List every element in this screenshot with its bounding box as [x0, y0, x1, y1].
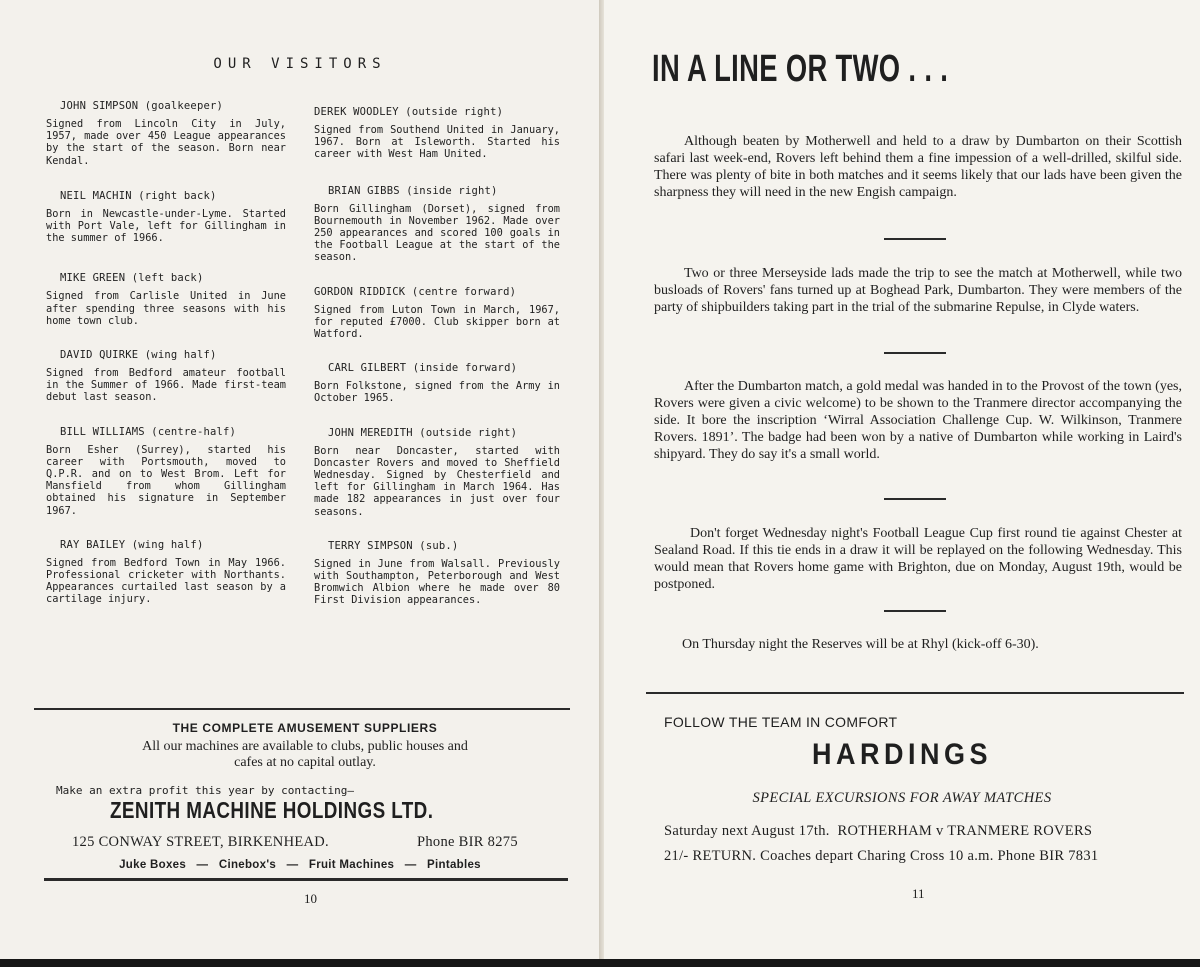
player-bio: Signed from Carlisle United in June after spending three seasons with his home town club.: [46, 290, 286, 327]
player-bio: Signed in June from Walsall. Previously with Southampton, Peterborough and West Bromwich Albion where he made over 80 First Division appearances.: [314, 557, 560, 607]
player-entry: [46, 349, 286, 404]
hardings-top-rule: [646, 692, 1184, 694]
section-divider: [884, 498, 946, 500]
section-divider: [884, 610, 946, 612]
news-paragraph-text: After the Dumbarton match, a gold medal was handed in to the Provost of the town (yes, Rovers were given a civic welcome) to be shown to the Tranmere director accompanying the side. It bore the inscription ‘Wirral Association Challenge Cup. W. Wilkinson, Tranmere Rovers. 1891’. The badge had been won by a native of Dumbarton while working in Laird's shipyard. They do say it's a small world.: [654, 379, 1182, 462]
page-number-right: 11: [912, 886, 925, 901]
player-bio: Born Esher (Surrey), started his career with Portsmouth, moved to Q.P.R. and on to West Brom. Left for Mansfield from whom Gillingham obtained his signature in September 1967.: [46, 443, 286, 517]
player-bio: Signed from Bedford amateur football in the Summer of 1966. Made first-team debut last season.: [46, 367, 286, 404]
player-entry: [46, 190, 286, 245]
in-a-line-heading: IN A LINE OR TWO . . .: [652, 48, 949, 90]
product-item: Cinebox's: [218, 859, 277, 871]
player-name: MIKE GREEN (left back): [60, 272, 204, 285]
player-name: DEREK WOODLEY (outside right): [314, 106, 504, 118]
player-name: TERRY SIMPSON (sub.): [328, 539, 459, 552]
player-bio: Born Gillingham (Dorset), signed from Bournemouth in November 1962. Made over 250 appearances and scored 100 goals in the Football League at the start of the season.: [314, 202, 560, 264]
ad-bottom-rule: [44, 878, 568, 881]
player-entry: [314, 427, 560, 518]
player-bio: Born near Doncaster, started with Doncaster Rovers and moved to Sheffield Wednesday. Signed by Chesterfield and left for Gillingham in March 1964. Has made 182 appearances in just over four seasons.: [314, 444, 560, 518]
ad-line-1: All our machines are available to clubs, public houses and: [142, 739, 468, 754]
player-name: BRIAN GIBBS (inside right): [328, 184, 498, 197]
player-entry: [46, 539, 286, 606]
player-entry: [314, 362, 560, 404]
hardings-return: 21/- RETURN. Coaches depart Charing Cross 10 a.m. Phone BIR 7831: [664, 848, 1099, 864]
player-name: CARL GILBERT (inside forward): [328, 362, 518, 375]
player-bio: Signed from Southend United in January, 1967. Born at Isleworth. Started his career with West Ham United.: [314, 124, 560, 161]
product-item: Fruit Machines: [308, 859, 395, 871]
hardings-follow: FOLLOW THE TEAM IN COMFORT: [664, 714, 898, 730]
news-paragraph-text: Don't forget Wednesday night's Football League Cup first round tie against Chester at Sealand Road. If this tie ends in a draw it will be replayed on the following Wednesday. This would mean that Rovers home game with Brighton, due on Monday, August 19th, would be postponed.: [654, 526, 1182, 592]
visitors-column-2: [314, 106, 560, 632]
company-name: ZENITH MACHINE HOLDINGS LTD.: [110, 797, 434, 823]
player-bio: Signed from Lincoln City in July, 1957, made over 450 League appearances by the start of the season. Born near Kendal.: [46, 118, 286, 167]
player-entry: [314, 185, 560, 264]
player-bio: Born Folkstone, signed from the Army in October 1965.: [314, 380, 560, 405]
player-name: GORDON RIDDICK (centre forward): [314, 285, 517, 298]
ad-line-2: cafes at no capital outlay.: [234, 755, 376, 770]
player-name: RAY BAILEY (wing half): [60, 538, 204, 551]
player-entry: [314, 286, 560, 341]
player-entry: [46, 100, 286, 167]
player-name: JOHN MEREDITH (outside right): [328, 426, 518, 439]
hardings-name: HARDINGS: [811, 738, 992, 771]
news-paragraph: [654, 133, 1182, 201]
news-paragraph-text: Two or three Merseyside lads made the trip to see the match at Motherwell, while two busloads of Rovers' fans turned up at Boghead Park, Dumbarton. They were members of the party of shipbuilders taking part in the trial of the submarine Repulse, in Clyde waters.: [654, 266, 1182, 315]
player-name: NEIL MACHIN (right back): [60, 189, 217, 202]
hardings-tagline: SPECIAL EXCURSIONS FOR AWAY MATCHES: [752, 790, 1052, 806]
ad-title: THE COMPLETE AMUSEMENT SUPPLIERS: [172, 721, 438, 735]
product-item: Pintables: [427, 859, 481, 871]
news-paragraph: [654, 265, 1182, 316]
news-paragraph-text: On Thursday night the Reserves will be at Rhyl (kick-off 6-30).: [682, 637, 1039, 652]
product-separator: —: [404, 859, 417, 871]
product-separator: —: [196, 859, 209, 871]
news-paragraph-text: Although beaten by Motherwell and held to a draw by Dumbarton on their Scottish safari last week-end, Rovers left behind them a fine impession of a well-drilled, skilful side. There was plenty of bite in both matches and it seems likely that our lads have been given the sharpness they will need in the new Engish campaign.: [654, 134, 1182, 200]
section-divider: [884, 352, 946, 354]
hardings-fixture: Saturday next August 17th. ROTHERHAM v TRANMERE ROVERS: [664, 823, 1093, 839]
zenith-advert: [40, 721, 570, 771]
visitors-heading: OUR VISITORS: [213, 56, 387, 72]
product-separator: —: [286, 859, 299, 871]
player-bio: Signed from Bedford Town in May 1966. Professional cricketer with Northants. Appearances curtailed last season by a cartilage injury.: [46, 556, 286, 606]
product-list: [0, 859, 600, 871]
player-entry: [314, 540, 560, 607]
player-entry: [314, 106, 560, 161]
news-paragraph: [654, 525, 1182, 593]
page-number-left: 10: [304, 891, 317, 906]
ad-top-rule: [34, 708, 570, 710]
company-address: 125 CONWAY STREET, BIRKENHEAD.: [72, 834, 329, 850]
company-phone: Phone BIR 8275: [417, 834, 518, 850]
section-divider: [884, 238, 946, 240]
player-bio: Born in Newcastle-under-Lyme. Started with Port Vale, left for Gillingham in the summer of 1966.: [46, 207, 286, 245]
player-name: BILL WILLIAMS (centre-half): [60, 425, 237, 438]
product-item: Juke Boxes: [119, 859, 187, 871]
ad-contact: Make an extra profit this year by contacting—: [56, 784, 355, 797]
news-paragraph: [654, 378, 1182, 463]
player-entry: [46, 426, 286, 517]
player-bio: Signed from Luton Town in March, 1967, for reputed £7000. Club skipper born at Watford.: [314, 303, 560, 341]
player-name: DAVID QUIRKE (wing half): [60, 349, 217, 362]
player-name: JOHN SIMPSON (goalkeeper): [60, 100, 224, 112]
player-entry: [46, 272, 286, 327]
visitors-column-1: [46, 100, 286, 631]
scan-bottom-edge: [0, 959, 1200, 967]
news-paragraph: [654, 636, 1182, 653]
